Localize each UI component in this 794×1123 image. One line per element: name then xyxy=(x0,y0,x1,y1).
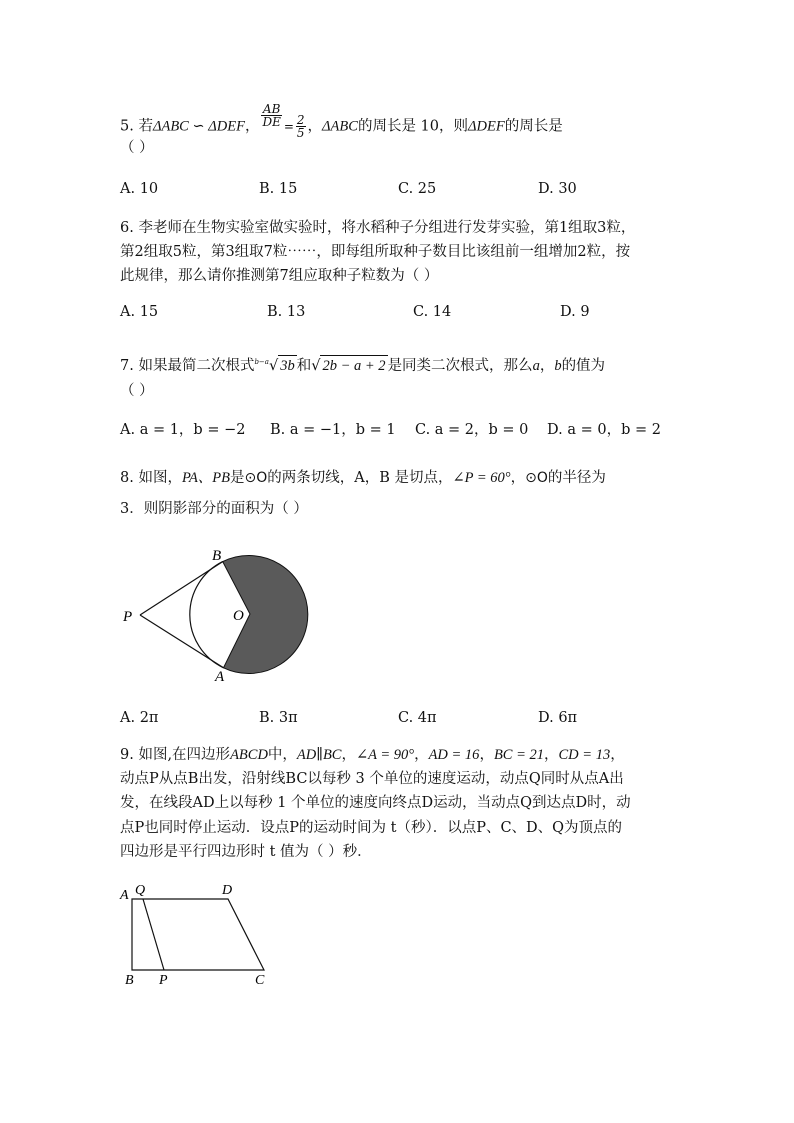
q7-text2: 是同类二次根式，那么 xyxy=(387,357,533,374)
q5-val-num: 2 xyxy=(296,113,305,127)
q8-circle-o: ⊙O xyxy=(244,470,268,486)
q7-stem xyxy=(120,352,605,376)
q7-var-a: a xyxy=(532,357,540,374)
q5-comma: ， xyxy=(244,118,260,135)
q7-root-index: b−a xyxy=(254,358,269,366)
q5-option-d[interactable]: D. 30 xyxy=(538,181,577,197)
q8-tangents: PA、PB xyxy=(181,470,231,486)
q8-circle-arc xyxy=(190,562,224,668)
q5-value-fraction xyxy=(296,114,306,139)
q5-frac-den: DE xyxy=(262,115,281,129)
q8-option-b[interactable]: B. 3π xyxy=(259,710,298,726)
q8-text4: 的半径为 xyxy=(547,470,606,486)
q8-option-a[interactable]: A. 2π xyxy=(120,710,159,726)
q8-circle-o2: ⊙O xyxy=(525,470,548,486)
q8-line2: 3．则阴影部分的面积为（ ） xyxy=(120,501,308,517)
q9-cd13: CD = 13 xyxy=(558,747,611,763)
q9-figure xyxy=(115,880,285,990)
q5-paren: （ ） xyxy=(120,140,154,156)
q7-option-d[interactable]: D. a = 0，b = 2 xyxy=(547,422,661,438)
q6-line2: 第2组取5粒，第3组取7粒⋯⋯，即每组所取种子数目比该组前一组增加2粒，按 xyxy=(120,244,631,260)
q7-and: 和 xyxy=(296,357,312,374)
q9-l1g: ， xyxy=(610,747,625,763)
q8-prefix: 8. 如图， xyxy=(120,470,182,486)
q7-option-c[interactable]: C. a = 2，b = 0 xyxy=(415,422,529,438)
q5-text3: 的周长是 xyxy=(504,118,563,135)
q9-l1f: ， xyxy=(544,747,559,763)
q9-ad16: AD = 16 xyxy=(428,747,480,763)
q5-stem xyxy=(120,102,563,140)
q9-label-p: P xyxy=(159,973,168,988)
q9-label-b: B xyxy=(125,973,134,988)
q5-frac-eq: = xyxy=(283,119,294,134)
q9-label-d: D xyxy=(222,883,233,898)
q8-option-c[interactable]: C. 4π xyxy=(398,710,437,726)
q7-prefix: 7. 如果最简二次根式 xyxy=(120,357,255,374)
q9-quadrilateral-abcd xyxy=(132,899,264,970)
q9-segment-pq xyxy=(143,899,164,970)
q9-label-c: C xyxy=(255,973,265,988)
q8-stem xyxy=(120,468,606,488)
q8-tangent-pb xyxy=(140,562,223,615)
radical-icon: √ xyxy=(268,357,279,374)
q9-abcd: ABCD xyxy=(230,747,268,763)
q9-l1a: 9. 如图,在四边形 xyxy=(120,747,231,763)
radical-icon: √ xyxy=(311,357,321,374)
q6-option-c[interactable]: C. 14 xyxy=(413,304,452,320)
q8-text3: ， xyxy=(510,470,526,486)
q5-ratio-fraction xyxy=(261,103,281,128)
q9-angle-a: ∠A = 90° xyxy=(355,747,415,763)
q8-label-b: B xyxy=(212,548,222,564)
q8-figure xyxy=(115,540,335,690)
q5-val-den: 5 xyxy=(296,126,305,140)
q9-l1b: 中， xyxy=(267,747,297,763)
q8-label-a: A xyxy=(215,669,225,685)
q9-l1c: ， xyxy=(341,747,356,763)
q9-label-q: Q xyxy=(135,883,146,898)
q8-angle: ∠P = 60° xyxy=(452,470,511,486)
q5-mid: ， xyxy=(307,118,323,135)
q5-def: ΔDEF xyxy=(468,118,505,135)
q6-option-d[interactable]: D. 9 xyxy=(560,304,590,320)
q9-label-a: A xyxy=(120,888,129,903)
q8-label-o: O xyxy=(233,608,244,624)
q7-option-a[interactable]: A. a = 1，b = −2 xyxy=(120,422,246,438)
q6-line3: 此规律，那么请你推测第7组应取种子粒数为（ ） xyxy=(120,268,439,284)
q8-option-d[interactable]: D. 6π xyxy=(538,710,578,726)
q9-line2: 动点P从点B出发，沿射线BC以每秒 3 个单位的速度运动，动点Q同时从点A出 xyxy=(120,771,624,787)
q5-option-b[interactable]: B. 15 xyxy=(259,181,298,197)
q9-line1 xyxy=(120,745,625,765)
q5-prefix: 5. 若 xyxy=(120,118,153,135)
q9-ad-bc: AD∥BC xyxy=(296,747,342,763)
q7-comma: ， xyxy=(539,357,555,374)
q9-l1e: ， xyxy=(479,747,494,763)
q8-tangent-pa xyxy=(140,615,224,668)
q5-option-c[interactable]: C. 25 xyxy=(398,181,437,197)
q8-text2: 的两条切线，A，B 是切点， xyxy=(267,470,453,486)
q6-option-a[interactable]: A. 15 xyxy=(120,304,159,320)
q7-radicand1: 3b xyxy=(278,355,297,376)
q7-radicand2: 2b − a + 2 xyxy=(320,355,387,376)
q9-bc21: BC = 21 xyxy=(493,747,545,763)
q6-option-b[interactable]: B. 13 xyxy=(267,304,306,320)
q9-line5: 四边形是平行四边形时 t 值为（ ）秒． xyxy=(120,844,372,860)
q6-line1: 6. 李老师在生物实验室做实验时，将水稻种子分组进行发芽实验，第1组取3粒， xyxy=(120,220,636,236)
q7-var-b: b xyxy=(554,357,562,374)
q9-line3: 发，在线段AD上以每秒 1 个单位的速度向终点D运动，当动点Q到达点D时，动 xyxy=(120,795,631,811)
q7-option-b[interactable]: B. a = −1，b = 1 xyxy=(270,422,396,438)
q7-paren: （ ） xyxy=(120,383,154,399)
q5-abc: ΔABC xyxy=(322,118,358,135)
q9-l1d: ， xyxy=(414,747,429,763)
q5-text2: 的周长是 10，则 xyxy=(357,118,469,135)
q5-option-a[interactable]: A. 10 xyxy=(120,181,159,197)
q8-label-p: P xyxy=(123,609,133,625)
q9-line4: 点P也同时停止运动．设点P的运动时间为 t（秒）．以点P、C、D、Q为顶点的 xyxy=(120,820,623,836)
q7-text3: 的值为 xyxy=(561,357,606,374)
q5-similar: ΔABC ∽ ΔDEF xyxy=(152,118,245,135)
q8-text1: 是 xyxy=(230,470,245,486)
q5-frac-num: AB xyxy=(262,102,281,116)
